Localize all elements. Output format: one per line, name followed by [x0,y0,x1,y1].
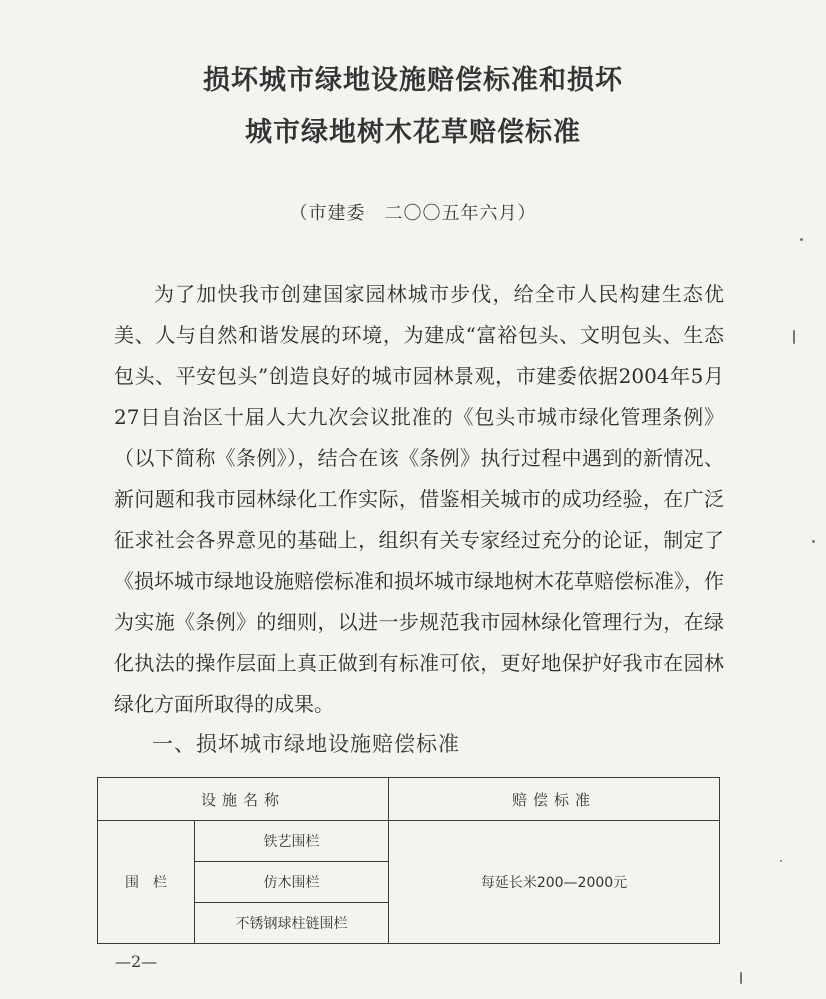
document-subtitle: （市建委 二〇〇五年六月） [289,203,537,224]
scan-speck [740,972,742,984]
scan-speck [793,330,795,344]
header-compensation-standard: 赔偿标准 [389,778,720,821]
section-heading: 一、损坏城市绿地设施赔偿标准 [152,732,460,756]
body-text [114,274,724,725]
category-cell: 围 栏 [98,821,195,944]
item-cell: 不锈钢球柱链围栏 [195,903,389,944]
table-row [98,821,720,862]
item-cell: 铁艺围栏 [195,821,389,862]
compensation-table [97,777,720,944]
scan-speck [812,540,815,543]
scan-speck [780,860,782,862]
document-title-line-1: 损坏城市绿地设施赔偿标准和损坏 [203,65,623,96]
document-title-line-2: 城市绿地树木花草赔偿标准 [245,117,581,148]
page-number: —2— [115,952,158,971]
item-cell: 仿木围栏 [195,862,389,903]
header-facility-name: 设施名称 [98,778,389,821]
standard-cell: 每延长米200—2000元 [389,821,720,944]
table-header-row [98,778,720,821]
body-paragraph: 为了加快我市创建国家园林城市步伐，给全市人民构建生态优美、人与自然和谐发展的环境，为建成“富裕包头、文明包头、生态包头、平安包头”创造良好的城市园林景观，市建委依据2004年5月27日自治区十届人大九次会议批准的《包头市城市绿化管理条例》（以下简称《条例》），结合在该《条例》执行过程中遇到的新情况、新问题和我市园林绿化工作实际，借鉴相关城市的成功经验，在广泛征求社会各界意见的基础上，组织有关专家经过充分的论证，制定了《损坏城市绿地设施赔偿标准和损坏城市绿地树木花草赔偿标准》，作为实施《条例》的细则，以进一步规范我市园林绿化管理行为，在绿化执法的操作层面上真正做到有标准可依，更好地保护好我市在园林绿化方面所取得的成果。 [114,282,724,716]
scan-speck [800,238,803,241]
